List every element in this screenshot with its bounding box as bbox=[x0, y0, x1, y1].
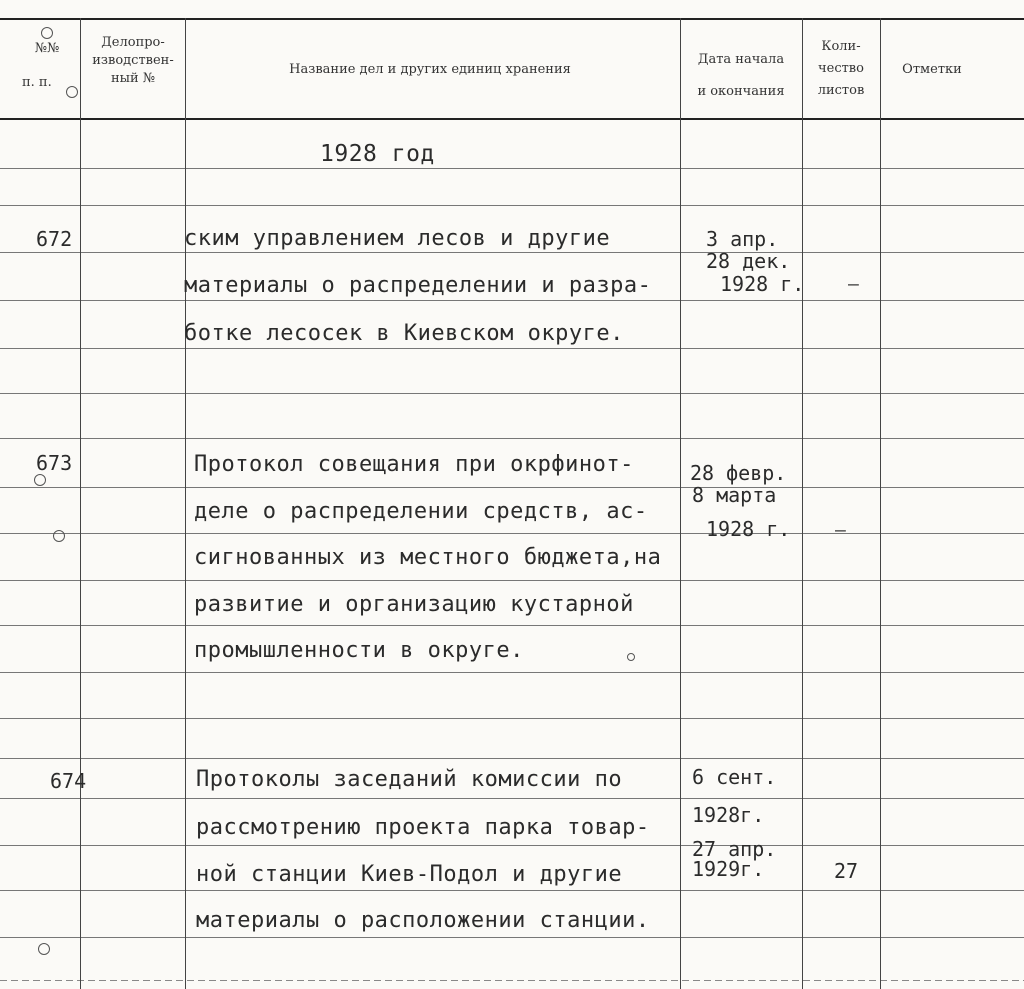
row-rule bbox=[0, 672, 1024, 673]
col-rule-5 bbox=[880, 18, 881, 989]
entry-note: – bbox=[835, 520, 846, 541]
binding-hole-mark bbox=[66, 86, 78, 98]
entry-date-end: 28 дек. bbox=[706, 249, 791, 273]
col-rule-2 bbox=[185, 18, 186, 989]
entry-title-line: промышленности в округе. bbox=[194, 638, 524, 663]
row-rule bbox=[0, 798, 1024, 799]
row-rule bbox=[0, 393, 1024, 394]
entry-date-start: 6 сент. bbox=[692, 765, 777, 789]
row-rule bbox=[0, 580, 1024, 581]
entry-title-line: сигнованных из местного бюджета,на bbox=[194, 545, 662, 570]
header-office-number bbox=[84, 34, 182, 88]
entry-title-line: рассмотрению проекта парка товар- bbox=[196, 815, 650, 840]
header-office-line2: изводствен- bbox=[92, 53, 174, 68]
header-bottom-border bbox=[0, 118, 1024, 120]
binding-hole-mark bbox=[34, 474, 46, 486]
header-dates-line2: и окончания bbox=[697, 84, 785, 99]
year-heading: 1928 год bbox=[320, 141, 435, 167]
entry-title-line: деле о распределении средств, ас- bbox=[194, 499, 648, 524]
header-office-line1: Делопро- bbox=[101, 35, 165, 50]
row-rule bbox=[0, 252, 1024, 253]
entry-title-line: материалы о расположении станции. bbox=[196, 908, 650, 933]
binding-hole-mark bbox=[53, 530, 65, 542]
row-rule bbox=[0, 625, 1024, 626]
header-sheet-count bbox=[804, 36, 878, 102]
entry-title-line: ботке лесосек в Киевском округе. bbox=[184, 321, 624, 346]
entry-title-line: Протокол совещания при окрфинот- bbox=[194, 452, 634, 477]
entry-date-year: 1928 г. bbox=[720, 272, 805, 296]
entry-title-line: ским управлением лесов и другие bbox=[184, 226, 611, 251]
entry-number: 673 bbox=[36, 451, 73, 475]
header-number-line1: №№ bbox=[34, 41, 60, 56]
row-rule bbox=[0, 205, 1024, 206]
row-rule bbox=[0, 890, 1024, 891]
row-rule bbox=[0, 438, 1024, 439]
binding-hole-mark bbox=[627, 653, 635, 661]
table-top-border bbox=[0, 18, 1024, 20]
col-rule-4 bbox=[802, 18, 803, 989]
row-rule bbox=[0, 487, 1024, 488]
header-number-line2: п. п. bbox=[22, 75, 52, 90]
header-notes: Отметки bbox=[902, 62, 962, 77]
entry-date-start: 3 апр. bbox=[706, 227, 779, 251]
header-count-line2: чество bbox=[818, 61, 864, 76]
row-rule bbox=[0, 845, 1024, 846]
entry-sheet-count: 27 bbox=[834, 859, 859, 883]
row-rule bbox=[0, 718, 1024, 719]
entry-date-end: 27 апр. bbox=[692, 837, 777, 861]
entry-title-line: Протоколы заседаний комиссии по bbox=[196, 767, 623, 792]
row-rule bbox=[0, 980, 1024, 981]
row-rule bbox=[0, 758, 1024, 759]
header-office-line3: ный № bbox=[110, 71, 156, 86]
header-dates-line1: Дата начала bbox=[697, 52, 785, 67]
entry-title-line: развитие и организацию кустарной bbox=[194, 592, 634, 617]
header-count-line3: листов bbox=[817, 83, 865, 98]
entry-number: 672 bbox=[36, 227, 73, 251]
header-number bbox=[22, 40, 72, 92]
entry-title-line: ной станции Киев-Подол и другие bbox=[196, 862, 623, 887]
row-rule bbox=[0, 937, 1024, 938]
row-rule bbox=[0, 300, 1024, 301]
binding-hole-mark bbox=[41, 27, 53, 39]
row-rule bbox=[0, 533, 1024, 534]
entry-number: 674 bbox=[50, 769, 87, 793]
row-rule bbox=[0, 168, 1024, 169]
header-dates bbox=[682, 44, 800, 108]
entry-date-start: 28 февр. bbox=[690, 461, 787, 485]
binding-hole-mark bbox=[38, 943, 50, 955]
header-title: Название дел и других единиц хранения bbox=[289, 62, 571, 77]
entry-date-end: 8 марта bbox=[692, 483, 777, 507]
entry-date-start-year: 1928г. bbox=[692, 803, 765, 827]
entry-date-end-year: 1929г. bbox=[692, 857, 765, 881]
entry-title-line: материалы о распределении и разра- bbox=[184, 273, 652, 298]
entry-date-year: 1928 г. bbox=[706, 517, 791, 541]
entry-note: – bbox=[848, 274, 859, 295]
row-rule bbox=[0, 348, 1024, 349]
header-count-line1: Коли- bbox=[821, 39, 861, 54]
col-rule-1 bbox=[80, 18, 81, 989]
col-rule-3 bbox=[680, 18, 681, 989]
